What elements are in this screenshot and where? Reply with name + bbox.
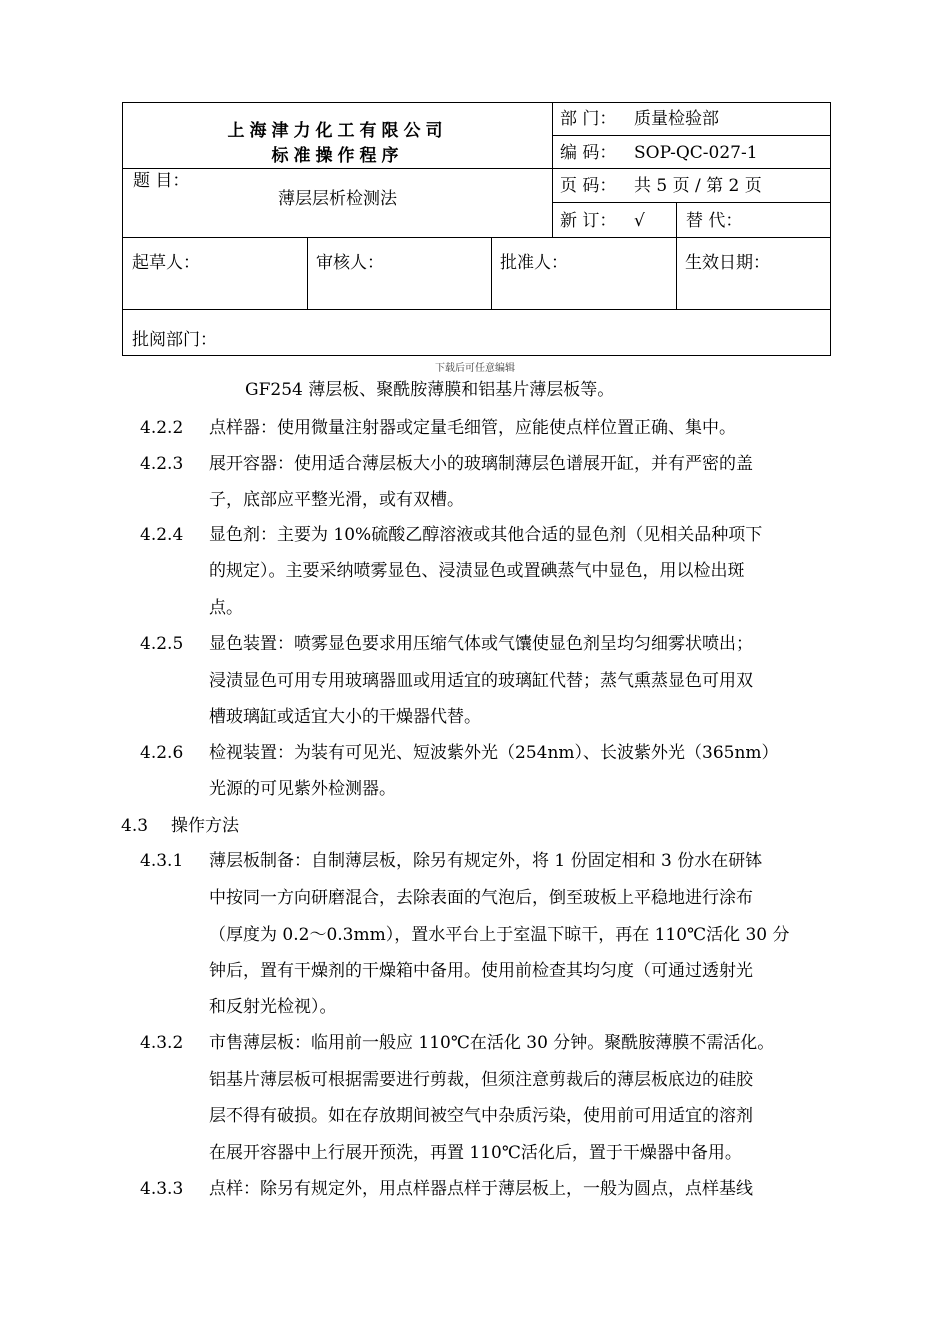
code-value: SOP-QC-027-1	[634, 143, 758, 163]
paragraph-line: 点样：除另有规定外，用点样器点样于薄层板上，一般为圆点，点样基线	[209, 1179, 753, 1199]
rule	[123, 237, 830, 238]
paragraph-line: 光源的可见紫外检测器。	[209, 779, 396, 799]
paragraph-line: 展开容器：使用适合薄层板大小的玻璃制薄层色谱展开缸，并有严密的盖	[209, 454, 753, 474]
paragraph-line: GF254 薄层板、聚酰胺薄膜和铝基片薄层板等。	[245, 380, 615, 400]
paragraph-line: 的规定）。主要采纳喷雾显色、浸渍显色或置碘蒸气中显色，用以检出斑	[209, 561, 745, 581]
paragraph-line: 钟后，置有干燥剂的干燥箱中备用。使用前检查其均匀度（可通过透射光	[209, 961, 753, 981]
paragraph-line: 在展开容器中上行展开预洗，再置 110℃活化后，置于干燥器中备用。	[209, 1143, 742, 1163]
reviewer-label: 审核人：	[316, 253, 384, 273]
section-number: 4.2.2	[140, 418, 184, 438]
paragraph-line: 显色装置：喷雾显色要求用压缩气体或气馕使显色剂呈均匀细雾状喷出；	[209, 634, 753, 654]
rule	[552, 202, 830, 203]
section-number: 4.2.4	[140, 525, 184, 545]
rule	[123, 168, 830, 169]
paragraph-line: 铝基片薄层板可根据需要进行剪裁，但须注意剪裁后的薄层板底边的硅胶	[209, 1070, 753, 1090]
rule	[676, 237, 677, 309]
section-title: 操作方法	[171, 816, 239, 836]
section-number: 4.2.5	[140, 634, 184, 654]
section-number: 4.3.1	[140, 851, 184, 871]
paragraph-line: 点。	[209, 598, 243, 618]
paragraph-line: 市售薄层板：临用前一般应 110℃在活化 30 分钟。聚酰胺薄膜不需活化。	[209, 1033, 775, 1053]
title-label: 题 目：	[133, 171, 190, 191]
rule	[552, 103, 553, 237]
paragraph-line: 浸渍显色可用专用玻璃器皿或用适宜的玻璃缸代替；蒸气熏蒸显色可用双	[209, 671, 753, 691]
revision-value: √	[634, 211, 645, 231]
rule	[123, 309, 830, 310]
page-value: 共 5 页 / 第 2 页	[634, 176, 762, 196]
department-label: 部 门：	[560, 109, 617, 129]
paragraph-line: 点样器：使用微量注射器或定量毛细管，应能使点样位置正确、集中。	[209, 418, 736, 438]
document-type: 标准操作程序	[271, 146, 404, 166]
paragraph-line: 层不得有破损。如在存放期间被空气中杂质污染，使用前可用适宜的溶剂	[209, 1106, 753, 1126]
rule	[552, 135, 830, 136]
page-label: 页 码：	[560, 176, 617, 196]
paragraph-line: 检视装置：为装有可见光、短波紫外光（254nm）、长波紫外光（365nm）	[209, 743, 779, 763]
section-number: 4.2.6	[140, 743, 184, 763]
company-name: 上海津力化工有限公司	[227, 121, 448, 141]
header-table	[122, 102, 831, 356]
paragraph-line: 中按同一方向研磨混合，去除表面的气泡后，倒至玻板上平稳地进行涂布	[209, 888, 753, 908]
rule	[491, 237, 492, 309]
section-number: 4.3.3	[140, 1179, 184, 1199]
paragraph-line: 槽玻璃缸或适宜大小的干燥器代替。	[209, 707, 481, 727]
section-number: 4.3	[121, 816, 149, 836]
paragraph-line: 显色剂：主要为 10%硫酸乙醇溶液或其他合适的显色剂（见相关品种项下	[209, 525, 763, 545]
effective-date-label: 生效日期：	[685, 253, 770, 273]
title-value: 薄层层析检测法	[278, 189, 397, 209]
rule	[676, 202, 677, 237]
paragraph-line: 子，底部应平整光滑，或有双槽。	[209, 490, 464, 510]
watermark: 下载后可任意编辑	[435, 363, 515, 374]
section-number: 4.3.2	[140, 1033, 184, 1053]
dept-review-label: 批阅部门：	[132, 330, 217, 350]
section-number: 4.2.3	[140, 454, 184, 474]
code-label: 编 码：	[560, 143, 617, 163]
replace-label: 替 代：	[686, 211, 743, 231]
drafter-label: 起草人：	[132, 253, 200, 273]
rule	[307, 237, 308, 309]
paragraph-line: 薄层板制备：自制薄层板，除另有规定外，将 1 份固定相和 3 份水在研钵	[209, 851, 763, 871]
paragraph-line: 和反射光检视）。	[209, 997, 337, 1017]
approver-label: 批准人：	[500, 253, 568, 273]
paragraph-line: （厚度为 0.2～0.3mm），置水平台上于室温下晾干，再在 110℃活化 30 分	[209, 925, 790, 945]
department-value: 质量检验部	[634, 109, 719, 129]
revision-label: 新 订：	[560, 211, 617, 231]
